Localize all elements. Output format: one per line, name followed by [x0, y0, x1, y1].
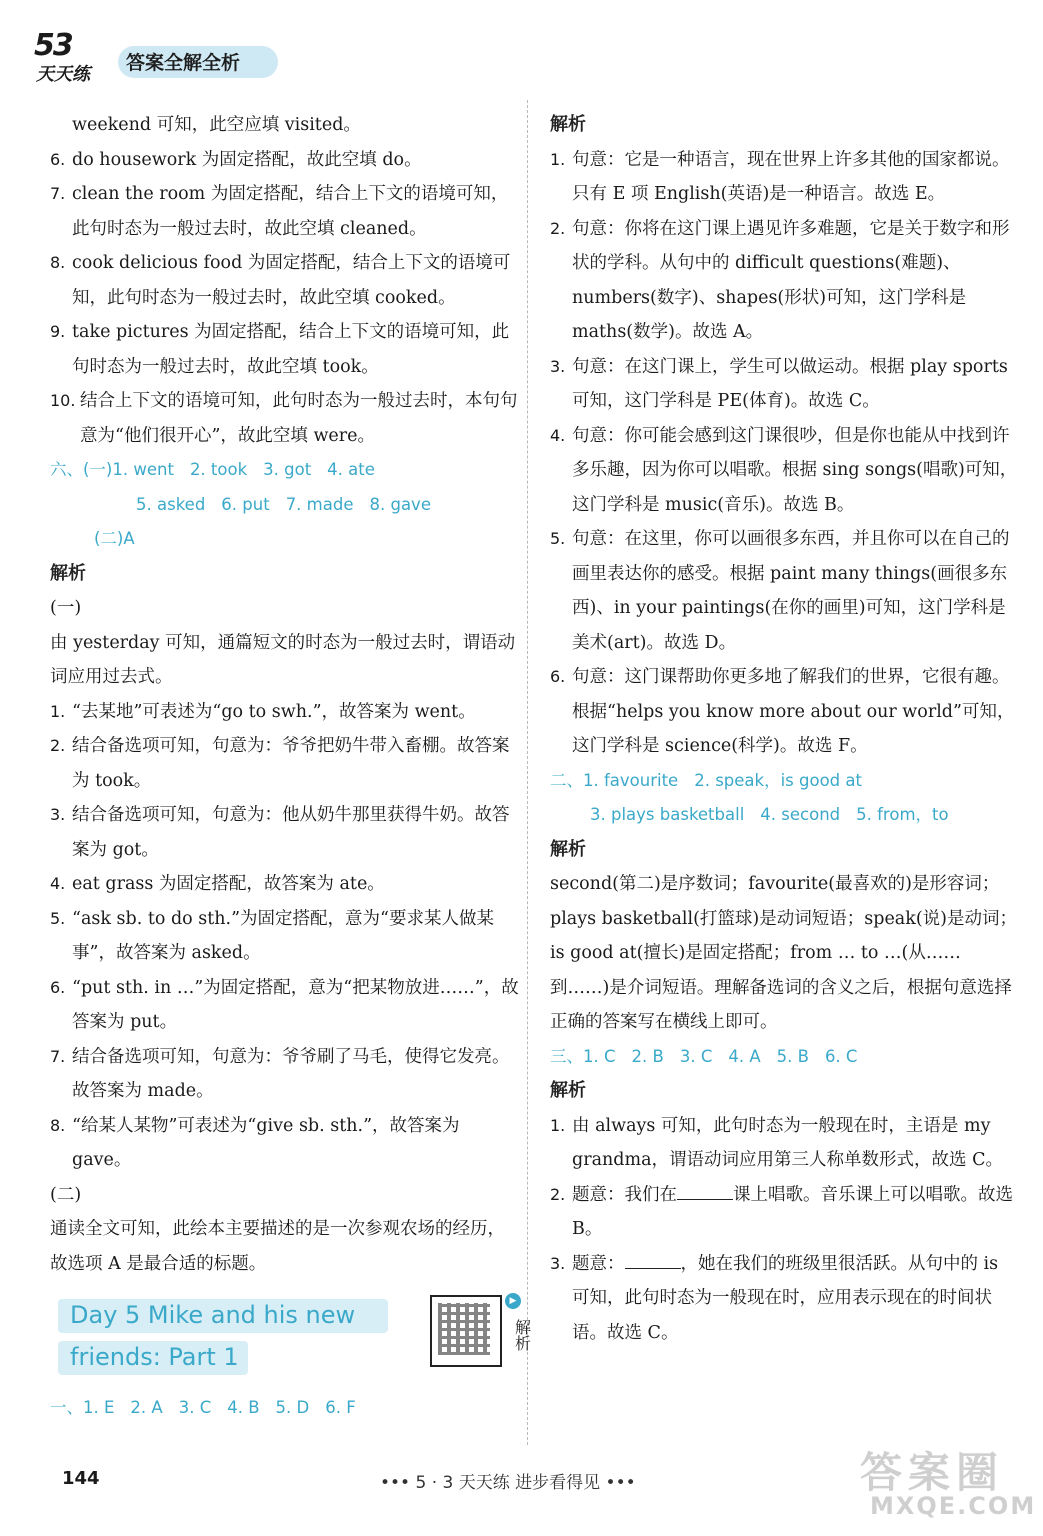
list-item [550, 1247, 1020, 1351]
list-item [50, 246, 520, 315]
logo-subtitle: 天天练 [36, 64, 90, 85]
list-item [50, 143, 520, 178]
part-one-label: (一) [50, 598, 82, 618]
answer: 3. plays basketball [590, 805, 745, 824]
item-text: 句意：你可能会感到这门课很吵，但是你也能从中找到许多乐趣，因为你可以唱歌。根据 sing songs(唱歌)可知，这门学科是 music(音乐)。故选 B。 [572, 425, 1018, 515]
item-number: 8. [50, 253, 66, 272]
list-item [550, 212, 1020, 350]
item-text: cook delicious food 为固定搭配，结合上下文的语境可知，此句时态为一般过去时，故此空填 cooked。 [72, 253, 511, 308]
answer: 5. D [275, 1398, 310, 1417]
answer: 2. B [631, 1046, 664, 1066]
list-item [50, 902, 520, 971]
answer: 3. got [263, 460, 312, 479]
item-number: 3. [50, 805, 66, 824]
answer: 5. B [776, 1046, 809, 1066]
watermark [860, 1440, 1037, 1520]
item-text: do housework 为固定搭配，故此空填 do。 [72, 149, 422, 170]
watermark-text: 答案圈 [860, 1448, 1005, 1497]
item-number: 1. [550, 1115, 566, 1135]
page-number: 144 [62, 1468, 100, 1489]
item-text: “put sth. in …”为固定搭配，意为“把某物放进……”，故答案为 put。 [72, 977, 519, 1032]
answer: 6. put [221, 494, 270, 514]
item-number: 4. [550, 425, 566, 445]
section-heading-analysis: 解析 [550, 1080, 586, 1101]
answer: 2. speak，is good at [694, 770, 862, 790]
list-item [50, 177, 520, 246]
answer: 8. gave [369, 494, 431, 514]
item-text: “ask sb. to do sth.”为固定搭配，意为“要求某人做某事”，故答案为 asked。 [72, 908, 495, 963]
answer: 4. ate [327, 460, 375, 479]
item-number: 2. [550, 218, 566, 238]
answer-two-a [550, 764, 1020, 799]
item-number: 3. [550, 356, 566, 376]
list-item [50, 695, 520, 730]
item-number: 1. [550, 149, 566, 169]
column-divider [527, 100, 528, 1445]
qr-label: 解析 [512, 1319, 532, 1351]
section-heading-analysis: 解析 [550, 114, 586, 135]
page-header [30, 28, 330, 88]
answer-two-b [550, 798, 1020, 833]
left-column [50, 108, 532, 1426]
list-item [550, 660, 1020, 764]
item-text: ，她在我们的班级里很活跃。从句中的 is 可知，此句时态为一般现在时，应用表示现在的时间状语。故选 C。 [572, 1253, 999, 1343]
answer: 3. C [679, 1046, 713, 1066]
item-number: 6. [50, 149, 66, 169]
answer-three [550, 1040, 1020, 1075]
list-item [50, 315, 520, 384]
list-item [550, 522, 1020, 660]
continued-line: weekend 可知，此空应填 visited。 [72, 115, 361, 135]
qr-pattern [438, 1303, 490, 1355]
list-item [50, 384, 520, 453]
answer: 6. F [325, 1398, 356, 1417]
answer: 六、(一)1. went [50, 460, 174, 479]
item-number: 4. [50, 874, 66, 893]
part-two-label: (二) [50, 1184, 82, 1205]
footer-slogan: ••• 5 · 3 天天练 进步看得见 ••• [380, 1473, 636, 1493]
day-title-block [50, 1295, 532, 1385]
list-item [550, 419, 1020, 523]
list-item [50, 798, 520, 867]
answer: 5. asked [136, 494, 206, 514]
qr-code[interactable] [430, 1295, 502, 1367]
answer-six-b [50, 488, 520, 523]
answer: 一、1. E [50, 1398, 115, 1417]
list-item [550, 1109, 1020, 1178]
item-text: 结合备选项可知，句意为：他从奶牛那里获得牛奶。故答案为 got。 [72, 805, 510, 860]
item-number: 10. [50, 391, 76, 410]
item-text: eat grass 为固定搭配，故答案为 ate。 [72, 874, 385, 894]
item-text: 课上唱歌。音乐课上可以唱歌。故选 B。 [572, 1184, 1013, 1239]
item-number: 9. [50, 322, 66, 341]
answer-blank [677, 1181, 733, 1200]
answer: 4. A [728, 1046, 761, 1066]
explain-list [50, 695, 520, 1178]
answer-six-c: (二)A [94, 529, 135, 548]
item-number: 6. [50, 977, 66, 997]
intro-paragraph: 由 yesterday 可知，通篇短文的时态为一般过去时，谓语动词应用过去式。 [50, 632, 516, 687]
list-item [50, 729, 520, 798]
item-number: 6. [550, 667, 566, 686]
item-number: 7. [50, 184, 66, 203]
item-text: 结合上下文的语境可知，此句时态为一般过去时，本句句意为“他们很开心”，故此空填 were。 [80, 391, 518, 446]
day-title-line2: friends: Part 1 [70, 1343, 239, 1371]
item-text: clean the room 为固定搭配，结合上下文的语境可知，此句时态为一般过去时，故此空填 cleaned。 [72, 184, 509, 239]
item-number: 8. [50, 1115, 66, 1135]
left-items [50, 143, 520, 454]
answer: 6. C [824, 1046, 858, 1066]
item-text: 结合备选项可知，句意为：爷爷刷了马毛，使得它发亮。故答案为 made。 [72, 1046, 510, 1101]
answer: 4. B [227, 1398, 260, 1417]
answer: 7. made [285, 494, 354, 514]
item-text: 题意： [572, 1253, 625, 1274]
right-column [550, 108, 1020, 1350]
answer: 3. C [178, 1398, 212, 1417]
answer: 三、1. C [550, 1046, 616, 1066]
list-item [50, 1109, 520, 1178]
item-number: 5. [50, 908, 66, 928]
item-number: 1. [50, 701, 66, 721]
item-text: 句意：它是一种语言，现在世界上许多其他的国家都说。只有 E 项 English(英语)是一种语言。故选 E。 [572, 149, 1010, 204]
item-number: 2. [50, 736, 66, 755]
watermark-url: MXQE.COM [870, 1492, 1037, 1520]
item-text: take pictures 为固定搭配，结合上下文的语境可知，此句时态为一般过去时，故此空填 took。 [72, 322, 510, 377]
brand-logo [30, 28, 122, 88]
item-text: 句意：这门课帮助你更多地了解我们的世界，它很有趣。根据“helps you know more about our world”可知，这门学科是 science(科学)。故选 F。 [572, 667, 1015, 756]
item-text: 题意：我们在 [572, 1184, 677, 1205]
logo-number: 53 [34, 28, 72, 63]
list-item [50, 971, 520, 1040]
header-title: 答案全解全析 [126, 52, 241, 74]
list-item [50, 1040, 520, 1109]
answer: 5. from，to [856, 805, 949, 824]
play-icon[interactable]: ▶ [505, 1293, 521, 1309]
analysis-list-one [550, 143, 1020, 764]
item-number: 5. [550, 529, 566, 548]
list-item [550, 350, 1020, 419]
answer: 二、1. favourite [550, 770, 679, 790]
item-text: “去某地”可表述为“go to swh.”，故答案为 went。 [72, 701, 476, 722]
item-text: “给某人某物”可表述为“give sb. sth.”，故答案为 gave。 [72, 1115, 460, 1170]
list-item [550, 143, 1020, 212]
answer: 4. second [760, 805, 841, 824]
answer-one [50, 1391, 520, 1426]
item-text: 由 always 可知，此句时态为一般现在时，主语是 my grandma，谓语动词应用第三人称单数形式，故选 C。 [572, 1115, 1003, 1170]
answer: 2. A [130, 1398, 163, 1417]
item-number: 2. [550, 1184, 566, 1204]
part-two-text: 通读全文可知，此绘本主要描述的是一次参观农场的经历，故选项 A 是最合适的标题。 [50, 1219, 505, 1274]
section-heading-analysis: 解析 [550, 838, 586, 860]
item-text: 句意：你将在这门课上遇见许多难题，它是关于数字和形状的学科。从句中的 difficult questions(难题)、numbers(数字)、shapes(形状)可知，这门学科是 maths(数学)。故选 A。 [572, 218, 1010, 342]
item-number: 3. [550, 1253, 566, 1273]
item-text: 句意：在这门课上，学生可以做运动。根据 play sports 可知，这门学科是 PE(体育)。故选 C。 [572, 356, 1008, 411]
analysis-paragraph-two: second(第二)是序数词；favourite(最喜欢的)是形容词；plays basketball(打篮球)是动词短语；speak(说)是动词；is good at(擅长)是固定搭配；from … to …(从……到……)是介词短语。理解备选词的含义之后，根据句意选择正确的答案写在横线上即可。 [550, 874, 1017, 1032]
answer: 2. took [189, 460, 248, 479]
answer-blank [625, 1250, 681, 1269]
item-text: 结合备选项可知，句意为：爷爷把奶牛带入畜棚。故答案为 took。 [72, 736, 510, 791]
day-title-line1: Day 5 Mike and his new [70, 1301, 356, 1329]
item-number: 7. [50, 1046, 66, 1066]
answer-six-a [50, 453, 520, 488]
list-item [50, 867, 520, 902]
list-item [550, 1178, 1020, 1247]
section-heading-analysis: 解析 [50, 562, 86, 584]
item-text: 句意：在这里，你可以画很多东西，并且你可以在自己的画里表达你的感受。根据 paint many things(画很多东西)、in your paintings(在你的画里)可知，这门学科是美术(art)。故选 D。 [572, 529, 1010, 653]
